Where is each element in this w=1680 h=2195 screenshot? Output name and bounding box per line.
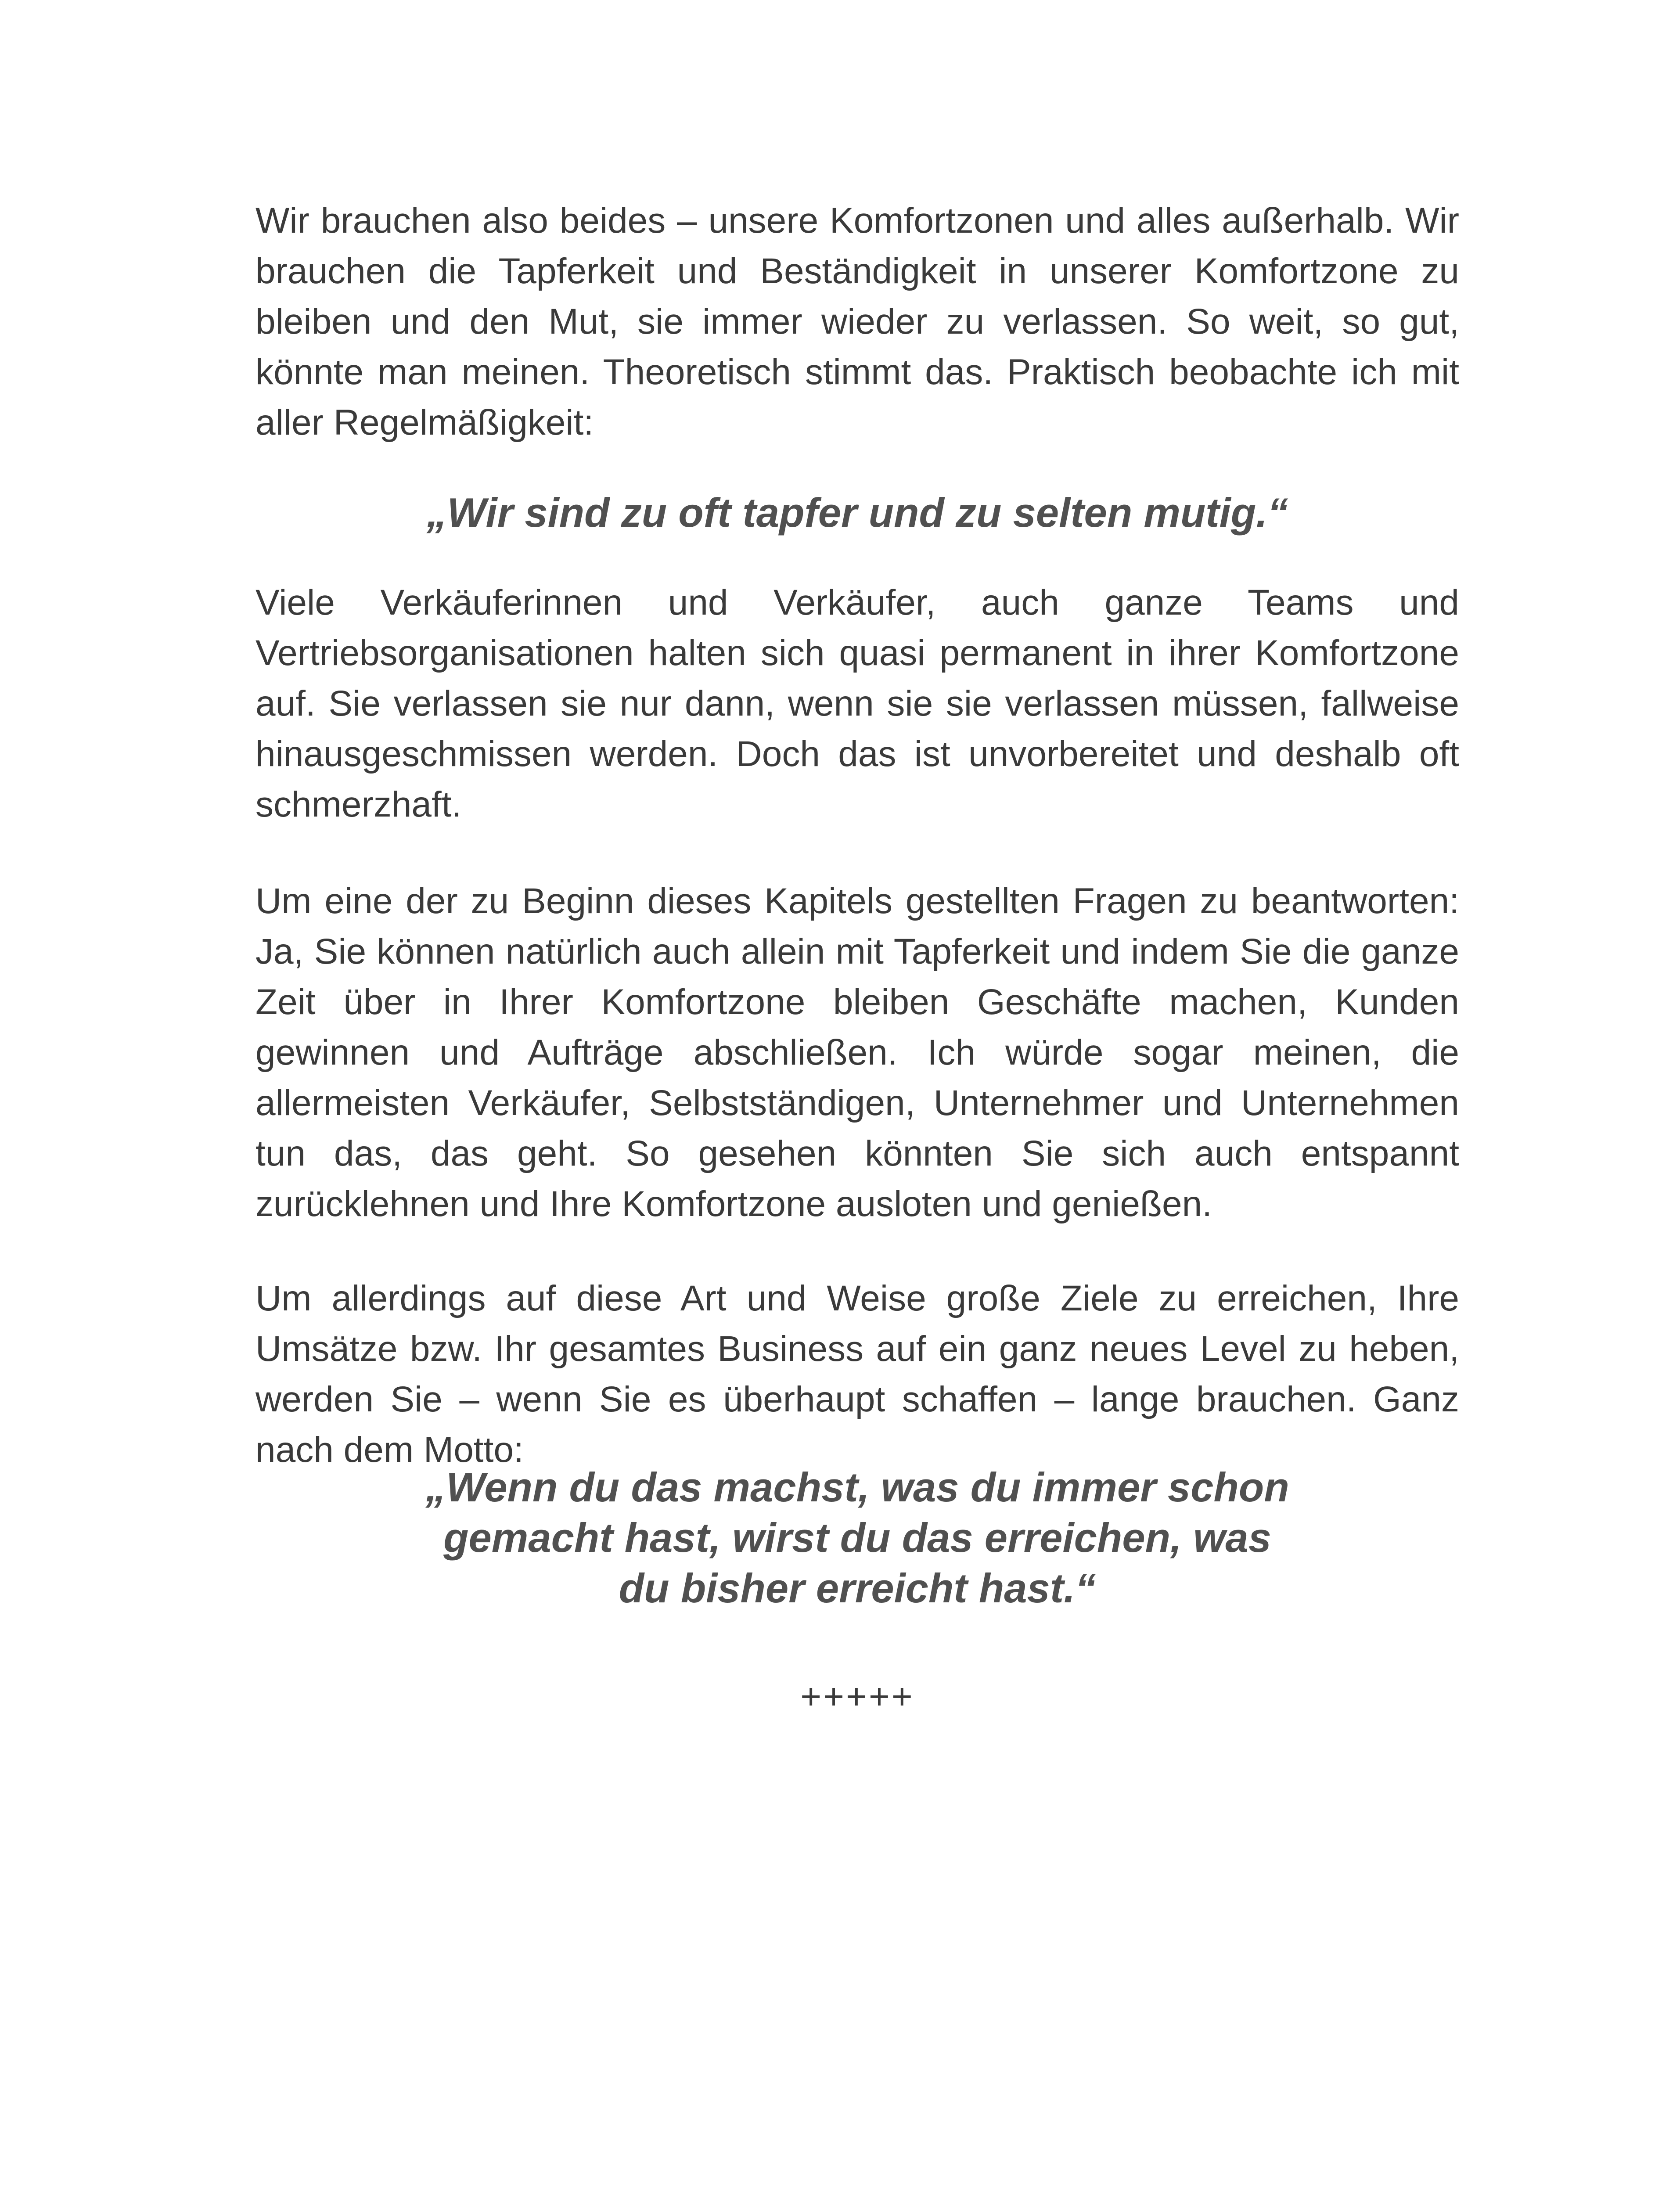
- body-paragraph-3: Um eine der zu Beginn dieses Kapitels gestellten Fragen zu beantworten: Ja, Sie können natürlich auch allein mit Tapferkeit und indem Sie die ganze Zeit über in Ihrer Komfortzone bleiben Geschäfte machen, Kunden gewinnen und Aufträge abschließen. Ich würde sogar meinen, die allermeisten Verkäufer, Selbstständigen, Unternehmer und Unternehmen tun das, das geht. So gesehen könnten Sie sich auch entspannt zurücklehnen und Ihre Komfortzone ausloten und genießen.: [255, 881, 1459, 1224]
- section-separator: +++++: [800, 1677, 914, 1716]
- pull-quote-2: „Wenn du das machst, was du immer schon gemacht hast, wirst du das erreichen, was du bisher erreicht hast.“: [425, 1464, 1289, 1611]
- body-paragraph-4: Um allerdings auf diese Art und Weise große Ziele zu erreichen, Ihre Umsätze bzw. Ihr gesamtes Business auf ein ganz neues Level zu heben, werden Sie – wenn Sie es überhaupt schaffen – lange brauchen. Ganz nach dem Motto:: [255, 1278, 1459, 1470]
- pull-quote-1: „Wir sind zu oft tapfer und zu selten mutig.“: [426, 489, 1288, 536]
- body-paragraph-2: Viele Verkäuferinnen und Verkäufer, auch ganze Teams und Vertriebsorganisationen halten sich quasi permanent in ihrer Komfortzone auf. Sie verlassen sie nur dann, wenn sie sie verlassen müssen, fallweise hinausgeschmissen werden. Doch das ist unvorbereitet und deshalb oft schmerzhaft.: [255, 583, 1459, 824]
- body-paragraph-1: Wir brauchen also beides – unsere Komfortzonen und alles außerhalb. Wir brauchen die Tapferkeit und Beständigkeit in unserer Komfortzone zu bleiben und den Mut, sie immer wieder zu verlassen. So weit, so gut, könnte man meinen. Theoretisch stimmt das. Praktisch beobachte ich mit aller Regelmäßigkeit:: [255, 201, 1459, 443]
